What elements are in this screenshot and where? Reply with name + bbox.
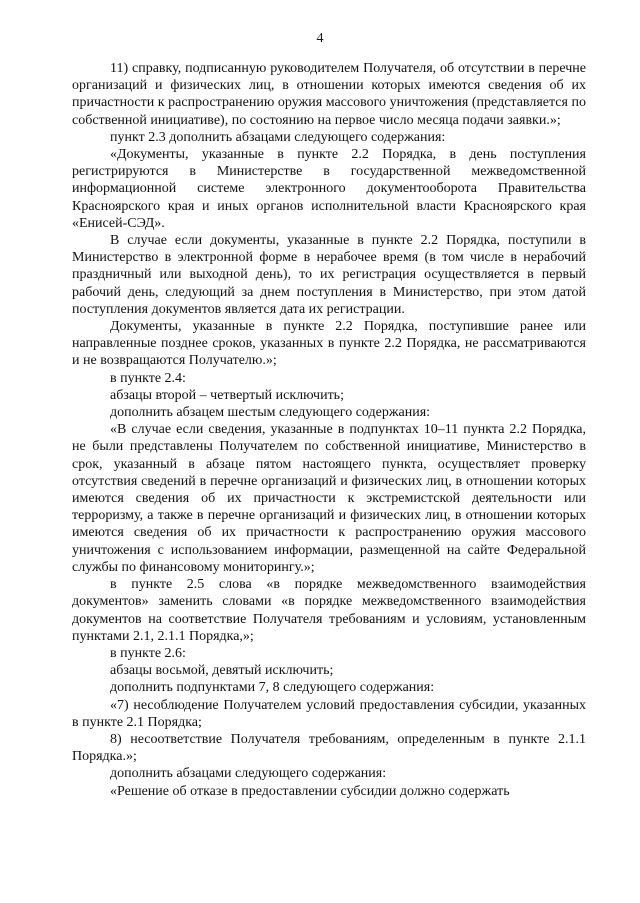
paragraph-nonworking-time: В случае если документы, указанные в пункте 2.2 Порядка, поступили в Министерство в электронной форме в нерабочее время (в том числе в нерабочий праздничный или выходной день), то их регистрация осуществляется в первый рабочий день, следующий за днем поступления в Министерство, при этом датой поступления документов является дата их регистрации. bbox=[72, 233, 586, 317]
page-number: 4 bbox=[316, 31, 324, 46]
paragraph-exclude-2-6: абзацы восьмой, девятый исключить; bbox=[110, 663, 334, 679]
paragraph-refusal-decision: «Решение об отказе в предоставлении субсидии должно содержать bbox=[110, 783, 510, 799]
paragraph-documents-registration: «Документы, указанные в пункте 2.2 Порядка, в день поступления регистрируются в Министерстве в государственной межведомственной информационной системе электронного документооборота Правительства Красноярского края и иных органов исполнительной власти Красноярского края «Енисей-СЭД». bbox=[72, 147, 586, 231]
paragraph-late-documents: Документы, указанные в пункте 2.2 Порядка, поступившие ранее или направленные позднее сроков, указанных в пункте 2.2 Порядка, не рассматриваются и не возвращаются Получателю.»; bbox=[72, 319, 586, 369]
paragraph-amend-2-3: пункт 2.3 дополнить абзацами следующего содержания: bbox=[110, 129, 446, 145]
paragraph-amend-2-6: в пункте 2.6: bbox=[110, 645, 186, 661]
paragraph-add-sixth: дополнить абзацем шестым следующего содержания: bbox=[110, 405, 431, 421]
paragraph-amend-2-4: в пункте 2.4: bbox=[110, 370, 186, 386]
paragraph-add-paragraphs: дополнить абзацами следующего содержания: bbox=[110, 766, 387, 782]
paragraph-subitem-8: 8) несоответствие Получателя требованиям, определенным в пункте 2.1.1 Порядка.»; bbox=[72, 731, 586, 765]
document-body bbox=[72, 60, 586, 800]
paragraph-add-subitems: дополнить подпунктами 7, 8 следующего содержания: bbox=[110, 680, 435, 696]
paragraph-verification: «В случае если сведения, указанные в подпунктах 10–11 пункта 2.2 Порядка, не были представлены Получателем по собственной инициативе, Министерство в срок, указанный в абзаце пятом настоящего пункта, осуществляет проверку отсутствия сведений в перечне организаций и физических лиц, в отношении которых имеются сведения об их причастности к экстремистской деятельности или терроризму, а также в перечне организаций и физических лиц, в отношении которых имеются сведения об их причастности к распространению оружия массового уничтожения с использованием информации, размещенной на сайте Федеральной службы по финансовому мониторингу.»; bbox=[72, 422, 586, 575]
paragraph-subitem-11: 11) справку, подписанную руководителем Получателя, об отсутствии в перечне организаций и физических лиц, в отношении которых имеются сведения об их причастности к распространению оружия массового уничтожения (представляется по собственной инициативе), по состоянию на первое число месяца подачи заявки.»; bbox=[72, 61, 586, 128]
paragraph-exclude-2-4: абзацы второй – четвертый исключить; bbox=[110, 387, 344, 403]
paragraph-subitem-7: «7) несоблюдение Получателем условий предоставления субсидии, указанных в пункте 2.1 Порядка; bbox=[72, 697, 586, 730]
paragraph-amend-2-5: в пункте 2.5 слова «в порядке межведомственного взаимодействия документов» заменить словами «в порядке межведомственного взаимодействия документов на соответствие Получателя требованиям и условиям, установленным пунктами 2.1, 2.1.1 Порядка,»; bbox=[72, 577, 586, 644]
